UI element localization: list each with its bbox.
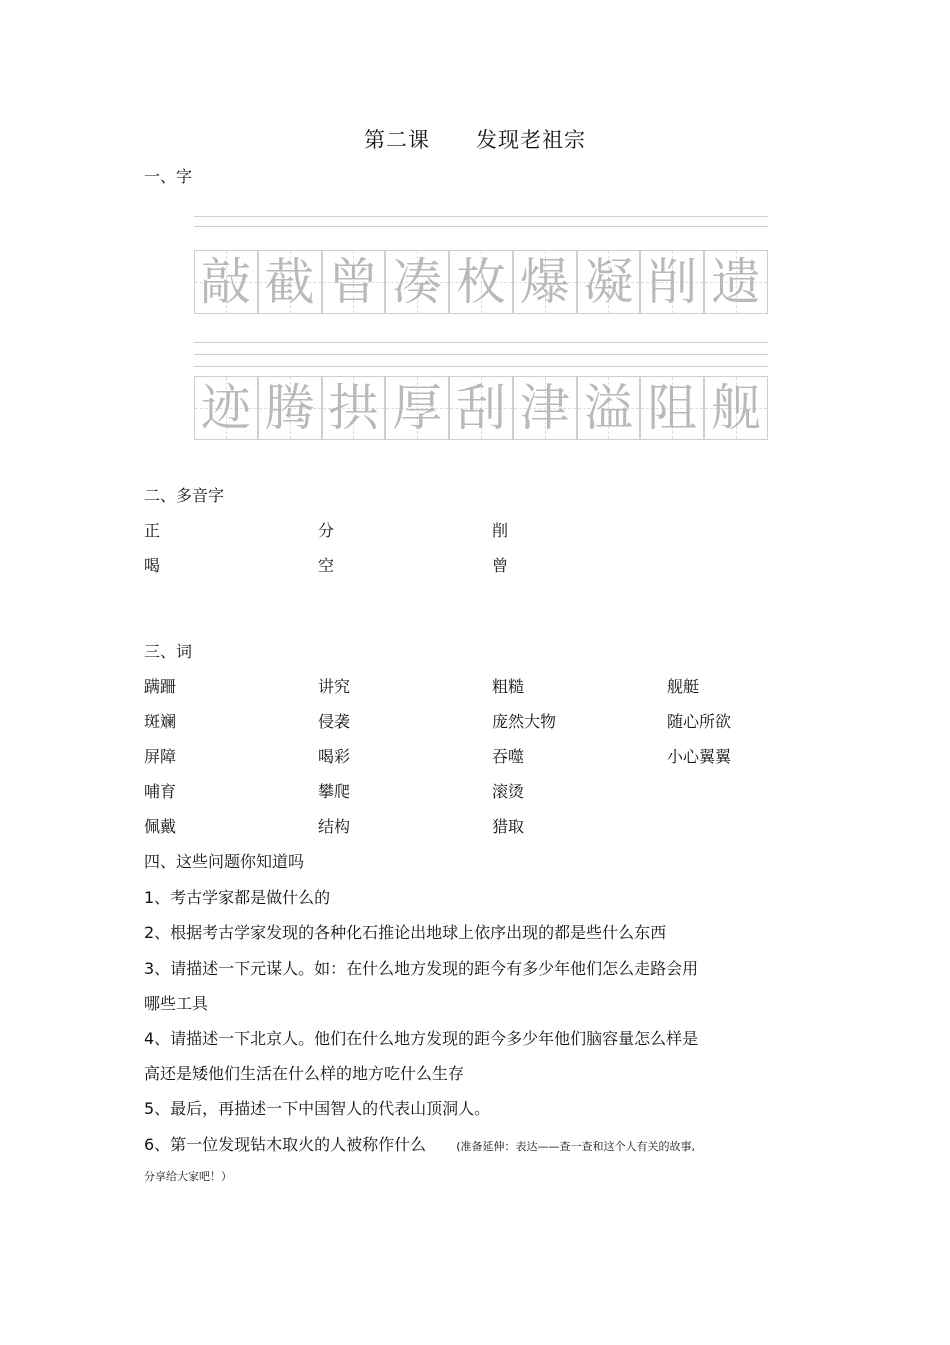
- practice-cell: [640, 250, 704, 314]
- character-grid-row-1: [194, 216, 768, 316]
- question-1: 1、考古学家都是做什么的: [144, 888, 331, 907]
- question-4-line-1: 4、请描述一下北京人。他们在什么地方发现的距今多少年他们脑容量怎么样是: [144, 1029, 699, 1048]
- vocab-word: 猎取: [492, 817, 525, 836]
- vocab-word: 哺育: [144, 782, 177, 801]
- practice-character: 凑: [392, 253, 443, 311]
- practice-cell: [385, 376, 449, 440]
- practice-character: 凝: [583, 253, 634, 311]
- polyphone-char: 空: [318, 556, 335, 575]
- vocab-word: 侵袭: [318, 712, 351, 731]
- section-heading-characters: 一、字: [144, 167, 193, 186]
- guide-line: [194, 342, 768, 343]
- section-heading-polyphones: 二、多音字: [144, 486, 225, 505]
- question-3-line-1: 3、请描述一下元谋人。如：在什么地方发现的距今有多少年他们怎么走路会用: [144, 959, 699, 978]
- question-6: [144, 1132, 695, 1155]
- practice-cell: [258, 250, 322, 314]
- practice-cell: [640, 376, 704, 440]
- polyphone-char: 削: [492, 521, 509, 540]
- practice-cell: [194, 250, 258, 314]
- practice-cell: [704, 250, 768, 314]
- vocab-word: 结构: [318, 817, 351, 836]
- practice-cell: [385, 250, 449, 314]
- vocab-word: 攀爬: [318, 782, 351, 801]
- practice-character: 遗: [711, 253, 761, 311]
- section-heading-questions: 四、这些问题你知道吗: [144, 852, 305, 871]
- practice-character: 爆: [519, 253, 570, 311]
- vocab-word: 蹒跚: [144, 677, 177, 696]
- practice-cell: [513, 376, 577, 440]
- practice-character: 削: [647, 253, 698, 311]
- practice-character: 刮: [455, 379, 506, 437]
- practice-cell: [577, 250, 641, 314]
- guide-line: [194, 354, 768, 355]
- vocab-word: 屏障: [144, 747, 177, 766]
- practice-cell: [704, 376, 768, 440]
- practice-cell: [258, 376, 322, 440]
- page-title: 第二课 发现老祖宗: [363, 128, 587, 152]
- practice-character: 枚: [455, 253, 506, 311]
- guide-line: [194, 366, 768, 367]
- practice-cell: [322, 376, 386, 440]
- practice-character: 曾: [328, 253, 379, 311]
- practice-character: 舰: [711, 379, 761, 437]
- practice-character: 津: [519, 379, 570, 437]
- guide-line: [194, 216, 768, 217]
- practice-character: 溢: [583, 379, 634, 437]
- question-3-line-2: 哪些工具: [144, 994, 209, 1013]
- practice-cell: [577, 376, 641, 440]
- practice-character: 拱: [328, 379, 379, 437]
- polyphone-char: 分: [318, 521, 335, 540]
- practice-cell: [194, 376, 258, 440]
- character-grid-row-2: [194, 342, 768, 442]
- polyphone-char: 喝: [144, 556, 161, 575]
- question-2: 2、根据考古学家发现的各种化石推论出地球上依序出现的都是些什么东西: [144, 923, 667, 942]
- question-6-note: (准备延伸：表达——查一查和这个人有关的故事,: [456, 1140, 695, 1153]
- section-heading-words: 三、词: [144, 642, 193, 661]
- practice-cell: [322, 250, 386, 314]
- question-6-note-continued: 分享给大家吧！）: [144, 1170, 232, 1183]
- vocab-word: 喝彩: [318, 747, 351, 766]
- vocab-word: 佩戴: [144, 817, 177, 836]
- vocab-word: 舰艇: [667, 677, 700, 696]
- vocab-word: 粗糙: [492, 677, 525, 696]
- practice-cell: [449, 250, 513, 314]
- practice-cell: [449, 376, 513, 440]
- guide-line: [194, 226, 768, 227]
- vocab-word: 随心所欲: [667, 712, 732, 731]
- practice-cell: [513, 250, 577, 314]
- polyphone-char: 正: [144, 521, 161, 540]
- practice-character: 厚: [392, 379, 443, 437]
- polyphone-char: 曾: [492, 556, 509, 575]
- vocab-word: 斑斓: [144, 712, 177, 731]
- practice-character: 迹: [200, 379, 251, 437]
- practice-character: 截: [264, 253, 315, 311]
- practice-character: 腾: [264, 379, 315, 437]
- vocab-word: 吞噬: [492, 747, 525, 766]
- question-4-line-2: 高还是矮他们生活在什么样的地方吃什么生存: [144, 1064, 465, 1083]
- vocab-word: 小心翼翼: [667, 747, 732, 766]
- vocab-word: 滚烫: [492, 782, 525, 801]
- question-6-text: 6、第一位发现钻木取火的人被称作什么: [144, 1135, 427, 1154]
- question-5: 5、最后，再描述一下中国智人的代表山顶洞人。: [144, 1099, 491, 1118]
- practice-character: 阻: [647, 379, 698, 437]
- vocab-word: 庞然大物: [492, 712, 557, 731]
- vocab-word: 讲究: [318, 677, 351, 696]
- practice-character: 敲: [200, 253, 251, 311]
